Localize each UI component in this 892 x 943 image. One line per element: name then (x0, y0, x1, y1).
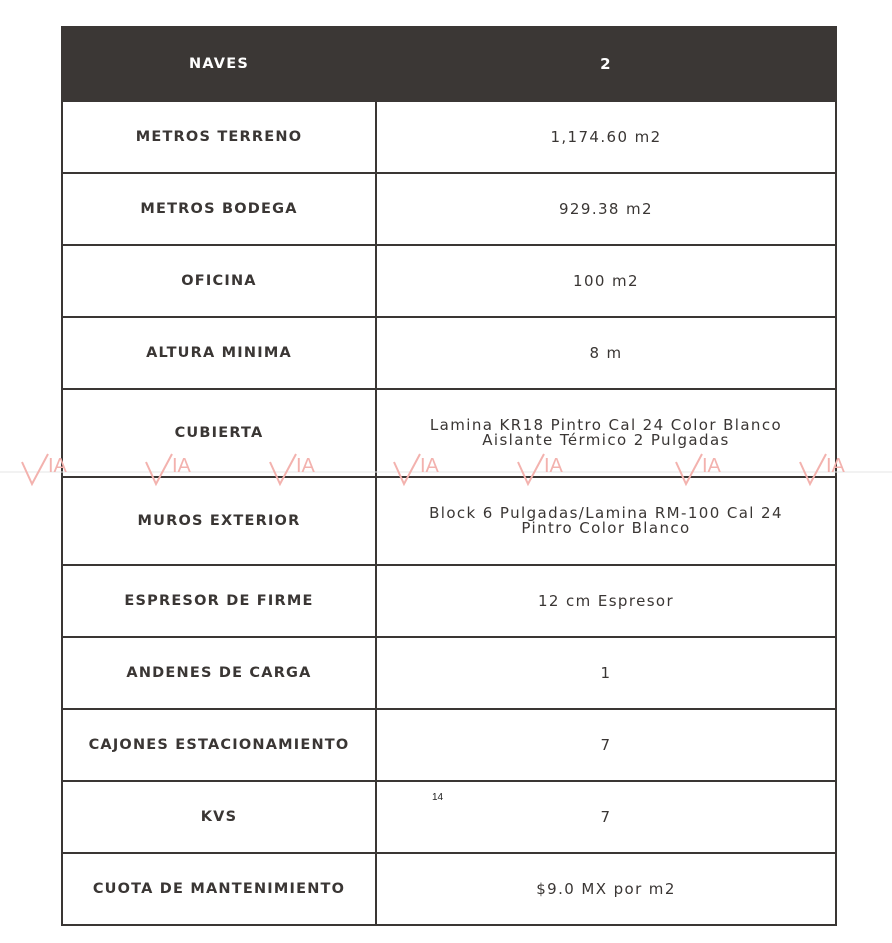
row-value: 100 m2 (376, 245, 836, 317)
value-line: Block 6 Pulgadas/Lamina RM-100 Cal 24 (429, 504, 783, 522)
value-line: Lamina KR18 Pintro Cal 24 Color Blanco (429, 416, 783, 434)
specifications-table (61, 26, 837, 926)
value-line: Aislante Térmico 2 Pulgadas (482, 431, 730, 449)
table-row (62, 781, 836, 853)
row-label: ANDENES DE CARGA (62, 637, 376, 709)
svg-text:IA: IA (702, 455, 721, 477)
value-line: Pintro Color Blanco (521, 519, 691, 537)
row-label: ESPRESOR DE FIRME (62, 565, 376, 637)
svg-text:IA: IA (48, 455, 67, 477)
row-value: 7 (376, 781, 836, 853)
svg-text:IA: IA (826, 455, 845, 477)
table-row (62, 101, 836, 173)
table-row (62, 637, 836, 709)
header-label: NAVES (62, 27, 376, 101)
svg-text:IA: IA (172, 455, 191, 477)
row-value-multiline (376, 477, 836, 565)
table-row (62, 245, 836, 317)
table-row (62, 389, 836, 477)
svg-text:IA: IA (420, 455, 439, 477)
row-label: ALTURA MINIMA (62, 317, 376, 389)
row-label: OFICINA (62, 245, 376, 317)
row-value: 8 m (376, 317, 836, 389)
row-value: 929.38 m2 (376, 173, 836, 245)
table-row (62, 853, 836, 925)
row-value: $9.0 MX por m2 (376, 853, 836, 925)
table-row (62, 317, 836, 389)
table-header-row (62, 27, 836, 101)
table-row (62, 565, 836, 637)
row-label: METROS BODEGA (62, 173, 376, 245)
row-value: 12 cm Espresor (376, 565, 836, 637)
page-number: 14 (432, 792, 444, 803)
row-value: 1 (376, 637, 836, 709)
svg-text:IA: IA (296, 455, 315, 477)
row-label: CUBIERTA (62, 389, 376, 477)
row-value: 7 (376, 709, 836, 781)
row-value: 1,174.60 m2 (376, 101, 836, 173)
header-value: 2 (376, 27, 836, 101)
row-label: KVS (62, 781, 376, 853)
table-row (62, 709, 836, 781)
row-label: METROS TERRENO (62, 101, 376, 173)
row-value-multiline (376, 389, 836, 477)
row-label: MUROS EXTERIOR (62, 477, 376, 565)
table-row (62, 173, 836, 245)
svg-text:IA: IA (544, 455, 563, 477)
row-label: CAJONES ESTACIONAMIENTO (62, 709, 376, 781)
row-label: CUOTA DE MANTENIMIENTO (62, 853, 376, 925)
table-row (62, 477, 836, 565)
